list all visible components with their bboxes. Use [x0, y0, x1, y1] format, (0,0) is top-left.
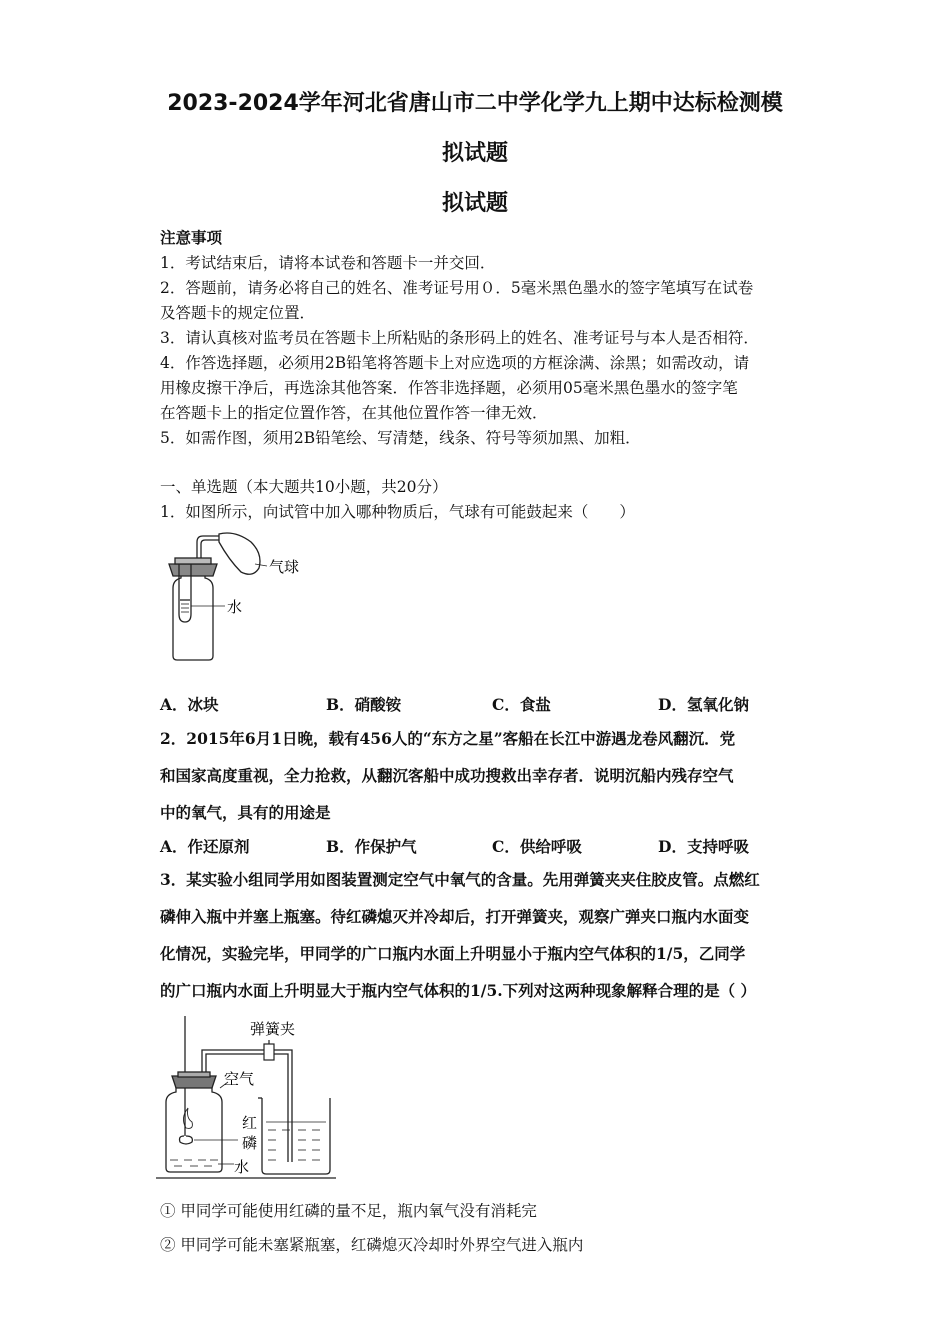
notice-line: 及答题卡的规定位置．	[160, 304, 316, 322]
q3-phosphorus-label: 磷	[242, 1134, 258, 1152]
q1-option-c[interactable]: C．食盐	[492, 695, 551, 714]
notice-line: 2．答题前，请务必将自己的姓名、准考证号用０．5毫米黑色墨水的签字笔填写在试卷	[160, 279, 754, 297]
q3-line: 磷伸入瓶中并塞上瓶塞。待红磷熄灭并冷却后，打开弹簧夹，观察广弹夹口瓶内水面变	[160, 907, 750, 926]
notice-line: 4．作答选择题，必须用2B铅笔将答题卡上对应选项的方框涂满、涂黑；如需改动，请	[160, 354, 750, 372]
q2-line: 中的氧气，具有的用途是	[160, 803, 331, 822]
q3-statement: ① 甲同学可能使用红磷的量不足，瓶内氧气没有消耗完	[160, 1202, 537, 1220]
q1-option-a[interactable]: A．冰块	[160, 695, 219, 714]
exam-title-line1: 2023-2024学年河北省唐山市二中学化学九上期中达标检测模	[167, 91, 783, 116]
exam-title-line3: 拟试题	[441, 191, 508, 216]
q2-line: 和国家高度重视，全力抢救，从翻沉客船中成功搜救出幸存者．说明沉船内残存空气	[160, 766, 734, 785]
exam-title-line2: 拟试题	[441, 141, 508, 166]
q3-clip-label: 弹簧夹	[250, 1020, 296, 1038]
notice-line: 用橡皮擦干净后，再选涂其他答案．作答非选择题，必须用05毫米黑色墨水的签字笔	[160, 379, 738, 397]
q1-stem: 1．如图所示，向试管中加入哪种物质后，气球有可能鼓起来（ ）	[160, 503, 635, 521]
q1-option-d[interactable]: D．氢氧化钠	[658, 695, 749, 714]
q3-line: 3．某实验小组同学用如图装置测定空气中氧气的含量。先用弹簧夹夹住胶皮管。点燃红	[160, 870, 760, 889]
q3-statement: ② 甲同学可能未塞紧瓶塞，红磷熄灭冷却时外界空气进入瓶内	[160, 1236, 584, 1254]
q3-line: 的广口瓶内水面上升明显大于瓶内空气体积的1/5.下列对这两种现象解释合理的是（ ）	[160, 981, 757, 1000]
q1-figure	[155, 528, 315, 668]
q1-balloon-label: 气球	[269, 558, 300, 576]
q2-line: 2．2015年6月1日晚，载有456人的“东方之星”客船在长江中游遇龙卷风翻沉．党	[160, 729, 736, 748]
q2-option-b[interactable]: B．作保护气	[326, 837, 417, 856]
q3-air-label: 空气	[224, 1070, 255, 1088]
q3-water-label: 水	[234, 1158, 250, 1176]
q2-option-a[interactable]: A．作还原剂	[160, 837, 250, 856]
q2-option-c[interactable]: C．供给呼吸	[492, 837, 582, 856]
notice-line: 1．考试结束后，请将本试卷和答题卡一并交回．	[160, 254, 496, 272]
q2-option-d[interactable]: D．支持呼吸	[658, 837, 749, 856]
q3-figure	[150, 1012, 350, 1182]
notice-line: 3．请认真核对监考员在答题卡上所粘贴的条形码上的姓名、准考证号与本人是否相符．	[160, 329, 759, 347]
q3-red-label: 红	[242, 1114, 258, 1132]
notice-heading: 注意事项	[160, 228, 223, 247]
section-heading: 一、单选题（本大题共10小题，共20分）	[160, 478, 448, 496]
notice-line: 在答题卡上的指定位置作答，在其他位置作答一律无效．	[160, 404, 548, 422]
q1-option-b[interactable]: B．硝酸铵	[326, 695, 402, 714]
notice-line: 5．如需作图，须用2B铅笔绘、写清楚，线条、符号等须加黑、加粗．	[160, 429, 641, 447]
q1-water-label: 水	[227, 598, 243, 616]
q3-line: 化情况，实验完毕，甲同学的广口瓶内水面上升明显小于瓶内空气体积的1/5，乙同学	[160, 944, 746, 963]
